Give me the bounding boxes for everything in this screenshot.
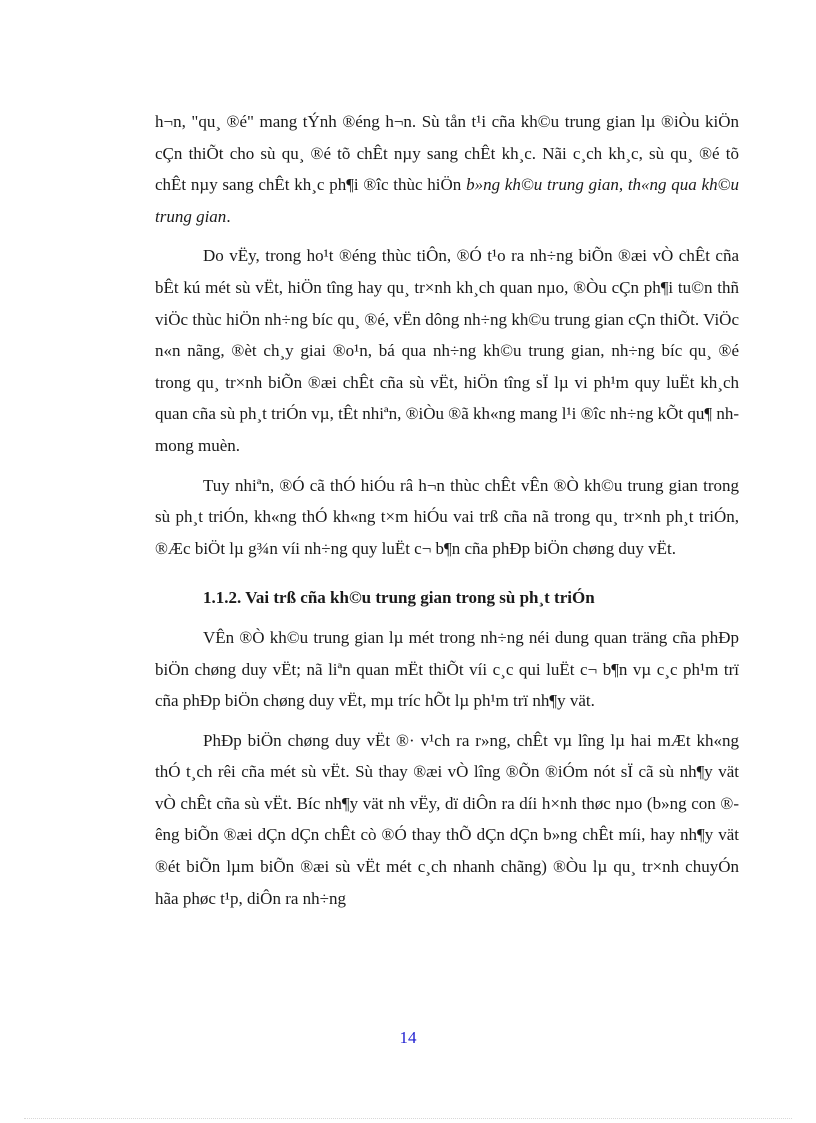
paragraph-practice: Do vËy, trong ho¹t ®éng thùc tiÔn, ®Ó t¹o ra nh÷ng biÕn ®æi vÒ chÊt cña bÊt kú mét sù vËt, hiÖn tîng hay qu¸ tr×nh kh¸ch quan nµo, ®Òu cÇn ph¶i tu©n thñ viÖc thùc hiÖn nh÷ng bíc qu¸ ®é, vËn dông nh÷ng kh©u trung gian cÇn thiÕt. ViÖc n«n nãng, ®èt ch¸y giai ®o¹n, bá qua nh÷ng kh©u trung gian, nh÷ng bíc qu¸ ®é trong qu¸ tr×nh biÕn ®æi chÊt cña sù vËt, hiÖn tîng sÏ lµ vi ph¹m quy luËt kh¸ch quan cña sù ph¸t triÓn vµ, tÊt nhiªn, ®iÒu ®ã kh«ng mang l¹i ®îc nh÷ng kÕt qu¶ nh mong muèn. xyxy=(155,246,739,455)
page-number: 14 xyxy=(399,1028,417,1047)
paragraph-however: Tuy nhiªn, ®Ó cã thÓ hiÓu râ h¬n thùc chÊt vÊn ®Ò kh©u trung gian trong sù ph¸t triÓn, kh«ng thÓ kh«ng t×m hiÓu vai trß cña nã trong qu¸ tr×nh ph¸t triÓn, ®Æc biÖt lµ g¾n víi nh÷ng quy luËt c¬ b¶n cña phÐp biÖn chøng duy vËt. xyxy=(155,475,739,558)
page-body xyxy=(155,106,739,914)
paragraph-role: VÊn ®Ò kh©u trung gian lµ mét trong nh÷ng néi dung quan träng cña phÐp biÖn chøng duy vËt; nã liªn quan mËt thiÕt víi c¸c qui luËt c¬ b¶n vµ c¸c ph¹m trï cña phÐp biÖn chøng duy vËt, mµ tríc hÕt lµ ph¹m trï nh¶y vät. xyxy=(155,627,739,711)
paragraph-italic-text: b»ng kh©u trung gian, th«ng qua kh©u trung gian xyxy=(155,175,739,226)
paragraph-text: h¬n, "qu¸ ®é" mang tÝnh ®éng h¬n. Sù tån t¹i cña kh©u trung gian lµ ®iÒu kiÖn cÇn thiÕt cho sù qu¸ ®é tõ chÊt nµy sang chÊt kh¸c. Nãi c¸ch kh¸c, sù qu¸ ®é tõ chÊt nµy sang chÊt kh¸c ph¶i ®îc thùc hiÖn xyxy=(155,112,739,195)
paragraph-continuation xyxy=(155,106,739,232)
section-heading: 1.1.2. Vai trß cña kh©u trung gian trong sù ph¸t triÓn xyxy=(203,588,595,608)
paragraph-dialectics: PhÐp biÖn chøng duy vËt ®· v¹ch ra r»ng, chÊt vµ lîng lµ hai mÆt kh«ng thÓ t¸ch rêi cña mét sù vËt. Sù thay ®æi vÒ lîng ®Õn ®iÓm nót sÏ cã sù nh¶y vät vÒ chÊt cña sù vËt. Bíc nh¶y vät nh vËy, dï diÔn ra díi h×nh thøc nµo (b»ng con ®êng biÕn ®æi dÇn dÇn chÊt cò ®Ó thay thÕ dÇn dÇn b»ng chÊt míi, hay nh¶y vät ®ét biÕn lµm biÕn ®æi sù vËt mét c¸ch nhanh chãng) ®Òu lµ qu¸ tr×nh chuyÓn hãa phøc t¹p, diÔn ra nh÷ng xyxy=(155,730,739,908)
page-bottom-divider xyxy=(24,1118,792,1119)
paragraph-end: . xyxy=(226,206,231,226)
